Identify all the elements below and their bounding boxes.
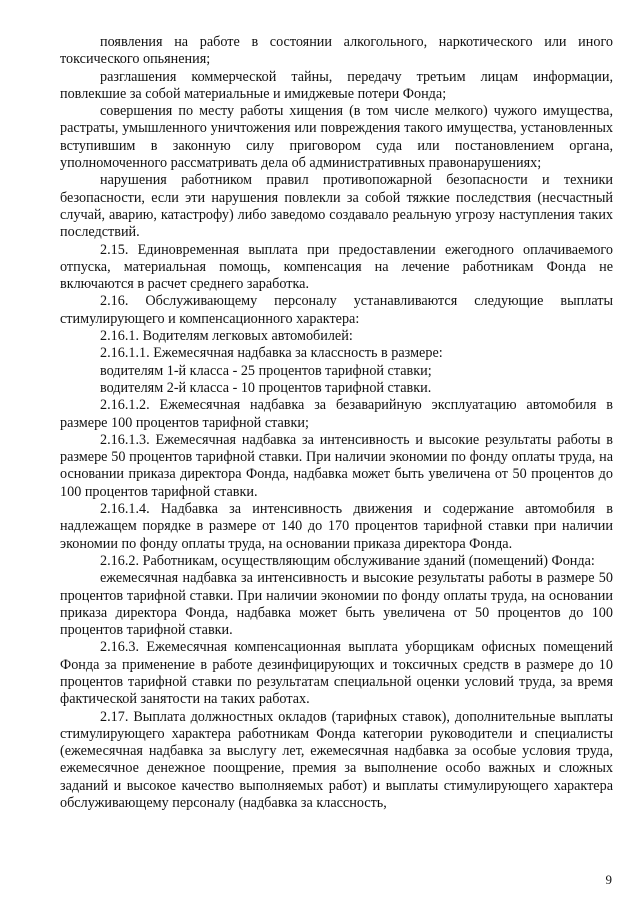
paragraph-trade-secret: разглашения коммерческой тайны, передачу третьим лицам информации, повлекшие за собой материальные и имиджевые потери Фонда; (60, 68, 613, 102)
paragraph-2-16-3: 2.16.3. Ежемесячная компенсационная выплата уборщикам офисных помещений Фонда за применение в работе дезинфицирующих и токсичных средств в размере до 10 процентов тарифной ставки по результатам специальной оценки условий труда, за время фактической занятости на таких работах. (60, 639, 613, 708)
paragraph-2-16-2-bonus: ежемесячная надбавка за интенсивность и высокие результаты работы в размере 50 процентов тарифной ставки. При наличии экономии по фонду оплаты труда, на основании приказа директора Фонда, надбавка может быть увеличена от 50 процентов до 100 процентов тарифной ставки. (60, 570, 613, 639)
paragraph-safety-violation: нарушения работником правил противопожарной безопасности и техники безопасности, если эти нарушения повлекли за собой тяжкие последствия (несчастный случай, аварию, катастрофу) либо заведомо создавало реальную угрозу наступления таких последствий. (60, 172, 613, 241)
paragraph-2-16-1-3: 2.16.1.3. Ежемесячная надбавка за интенсивность и высокие результаты работы в размере 50 процентов тарифной ставки. При наличии экономии по фонду оплаты труда, на основании приказа директора Фонда, надбавка может быть увеличена от 50 процентов до 100 процентов тарифной ставки. (60, 431, 613, 500)
paragraph-2-16-1-4: 2.16.1.4. Надбавка за интенсивность движения и содержание автомобиля в надлежащем порядке в размере от 140 до 170 процентов тарифной ставки при наличии экономии по фонду оплаты труда, на основании приказа директора Фонда. (60, 501, 613, 552)
paragraph-intoxication: появления на работе в состоянии алкогольного, наркотического или иного токсического опьянения; (60, 34, 613, 68)
paragraph-2-16-2: 2.16.2. Работникам, осуществляющим обслуживание зданий (помещений) Фонда: (100, 552, 595, 569)
paragraph-2-16-1-1: 2.16.1.1. Ежемесячная надбавка за классность в размере: (100, 345, 443, 362)
paragraph-class-2: водителям 2-й класса - 10 процентов тарифной ставки. (100, 379, 432, 396)
page-number: 9 (605, 872, 612, 887)
paragraph-theft: совершения по месту работы хищения (в том числе мелкого) чужого имущества, растраты, умышленного уничтожения или повреждения такого имущества, установленных вступившим в законную силу приговором суда или постановлением органа, уполномоченного рассматривать дела об административных правонарушениях; (60, 103, 613, 172)
paragraph-class-1: водителям 1-й класса - 25 процентов тарифной ставки; (100, 362, 432, 379)
paragraph-2-16-1: 2.16.1. Водителям легковых автомобилей: (100, 328, 353, 345)
paragraph-2-16-1-2: 2.16.1.2. Ежемесячная надбавка за безаварийную эксплуатацию автомобиля в размере 100 процентов тарифной ставки; (60, 397, 613, 431)
paragraph-2-16: 2.16. Обслуживающему персоналу устанавливаются следующие выплаты стимулирующего и компенсационного характера: (60, 293, 613, 327)
paragraph-2-15: 2.15. Единовременная выплата при предоставлении ежегодного оплачиваемого отпуска, материальная помощь, компенсация на лечение работникам Фонда не включаются в расчет среднего заработка. (60, 241, 613, 293)
paragraph-2-17: 2.17. Выплата должностных окладов (тарифных ставок), дополнительные выплаты стимулирующего характера работникам Фонда категории руководители и специалисты (ежемесячная надбавка за выслугу лет, ежемесячная надбавка за особые условия труда, ежемесячное денежное поощрение, премия за выполнение особо важных и сложных заданий и высокое качество выполняемых работ) и выплаты стимулирующего характера обслуживающему персоналу (надбавка за классность, (60, 708, 613, 812)
